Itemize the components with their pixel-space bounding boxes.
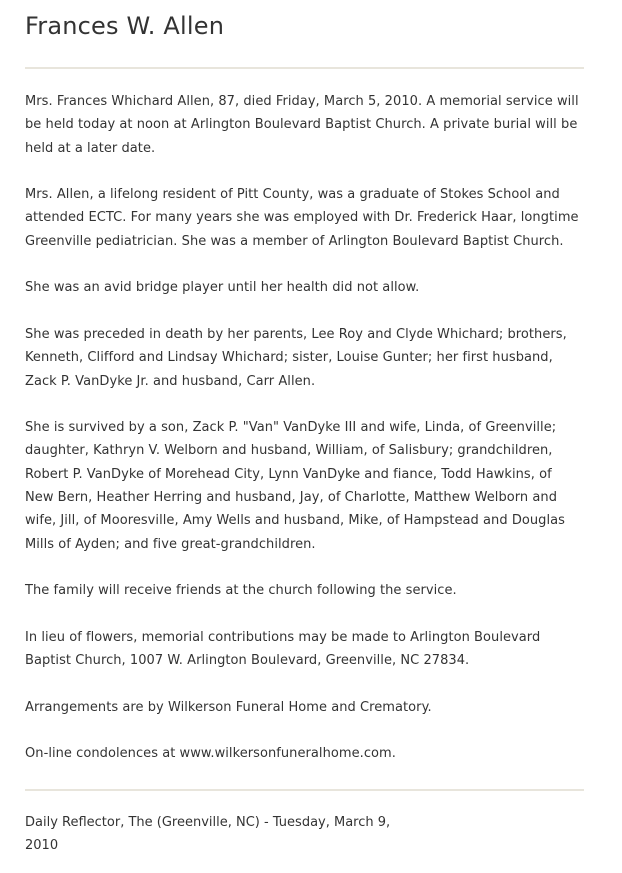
paragraph-receiving-friends: The family will receive friends at the church following the service. xyxy=(25,583,457,599)
article-body xyxy=(25,90,584,766)
paragraph-survived-by: She is survived by a son, Zack P. "Van" VanDyke III and wife, Linda, of Greenville; daughter, Kathryn V. Welborn and husband, William, of Salisbury; grandchildren, Robert P. VanDyke of Morehead City, Lynn VanDyke and fiance, Todd Hawkins, of New Bern, Heather Herring and husband, Jay, of Charlotte, Matthew Welborn and wife, Jill, of Mooresville, Amy Wells and husband, Mike, of Hampstead and Douglas Mills of Ayden; and five great-grandchildren. xyxy=(25,420,565,552)
paragraph-hobbies: She was an avid bridge player until her health did not allow. xyxy=(25,280,420,296)
source-citation: Daily Reflector, The (Greenville, NC) - Tuesday, March 9, 2010 xyxy=(25,814,391,854)
paragraph-memorial-contributions: In lieu of flowers, memorial contributions may be made to Arlington Boulevard Baptist Church, 1007 W. Arlington Boulevard, Greenville, NC 27834. xyxy=(25,629,541,669)
paragraph-preceded-in-death: She was preceded in death by her parents, Lee Roy and Clyde Whichard; brothers, Kenneth, Clifford and Lindsay Whichard; sister, Louise Gunter; her first husband, Zack P. VanDyke Jr. and husband, Carr Allen. xyxy=(25,326,567,389)
article-title: Frances W. Allen xyxy=(25,12,225,40)
paragraph-arrangements: Arrangements are by Wilkerson Funeral Home and Crematory. xyxy=(25,699,432,715)
title-divider xyxy=(25,67,584,69)
paragraph-condolences: On-line condolences at www.wilkersonfuneralhome.com. xyxy=(25,746,396,762)
paragraph-death-notice: Mrs. Frances Whichard Allen, 87, died Friday, March 5, 2010. A memorial service will be held today at noon at Arlington Boulevard Baptist Church. A private burial will be held at a later date. xyxy=(25,94,579,156)
paragraph-biography: Mrs. Allen, a lifelong resident of Pitt County, was a graduate of Stokes School and attended ECTC. For many years she was employed with Dr. Frederick Haar, longtime Greenville pediatrician. She was a member of Arlington Boulevard Baptist Church. xyxy=(25,187,579,249)
source-divider xyxy=(25,789,584,791)
